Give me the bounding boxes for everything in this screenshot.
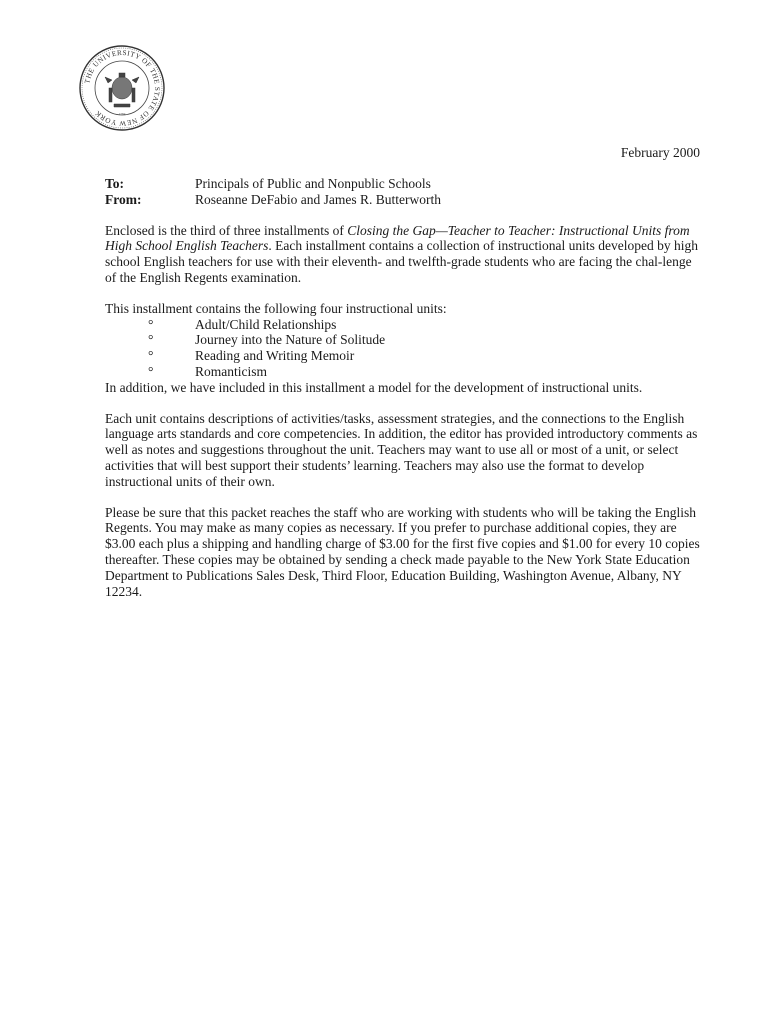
unit-name: Adult/Child Relationships bbox=[195, 316, 337, 332]
units-intro: This installment contains the following four instructional units: bbox=[105, 300, 447, 316]
intro-paragraph bbox=[105, 223, 705, 286]
to-row bbox=[105, 176, 705, 192]
publication-title: Closing the Gap—Teacher to Teacher: Instructional Units from High School English Teachers bbox=[105, 222, 690, 254]
unit-name: Romanticism bbox=[195, 363, 267, 379]
seal-emblem bbox=[105, 73, 139, 107]
list-item bbox=[105, 348, 705, 364]
bullet-icon: ° bbox=[148, 332, 154, 348]
svg-text:1784: 1784 bbox=[118, 112, 126, 116]
from-row bbox=[105, 192, 705, 208]
list-item bbox=[105, 364, 705, 380]
from-label: From: bbox=[105, 191, 142, 207]
bullet-icon: ° bbox=[148, 316, 154, 332]
units-model-note: In addition, we have included in this installment a model for the development of instructional units. bbox=[105, 379, 643, 395]
unit-name: Reading and Writing Memoir bbox=[195, 348, 355, 364]
list-item bbox=[105, 332, 705, 348]
memo-date: February 2000 bbox=[620, 145, 700, 160]
intro-text: Enclosed is the third of three installments of bbox=[105, 222, 348, 238]
intro-text-cont: . Each installment contains a collection of instructional units developed by high school English teachers for use with their eleventh- and twelfth-grade students who are facing the chal-lenge of the English Regents examination. bbox=[105, 238, 699, 285]
bullet-icon: ° bbox=[148, 363, 154, 379]
units-description-paragraph: Each unit contains descriptions of activities/tasks, assessment strategies, and the connections to the English language arts standards and core competencies. In addition, the editor has provided introductory comments as well as notes and suggestions throughout the unit. Teachers may want to use all or most of a unit, or select activities that will best support their students’ learning. Teachers may also use the format to develop instructional units of their own. bbox=[105, 410, 698, 489]
list-item bbox=[105, 317, 705, 333]
memo-body bbox=[105, 176, 705, 599]
bullet-icon: ° bbox=[148, 348, 154, 364]
unit-list bbox=[105, 317, 705, 380]
university-seal-logo bbox=[78, 44, 166, 132]
unit-name: Journey into the Nature of Solitude bbox=[195, 332, 386, 348]
to-label: To: bbox=[105, 176, 125, 191]
svg-text:THE UNIVERSITY OF THE STATE OF: THE UNIVERSITY OF THE STATE OF NEW YORK bbox=[83, 48, 162, 128]
ordering-paragraph: Please be sure that this packet reaches the staff who are working with students who will be taking the English Regents. You may make as many copies as necessary. If you prefer to purchase additional copies, they are $3.00 each plus a shipping and handling charge of $3.00 for the first five copies and $1.00 for every 10 copies thereafter. These copies may be obtained by sending a check made payable to the New York State Education Department to Publications Sales Desk, Third Floor, Education Building, Washington Avenue, Albany, NY 12234. bbox=[105, 504, 700, 599]
from-value: Roseanne DeFabio and James R. Butterworth bbox=[195, 191, 441, 207]
to-value: Principals of Public and Nonpublic Schools bbox=[195, 176, 431, 191]
